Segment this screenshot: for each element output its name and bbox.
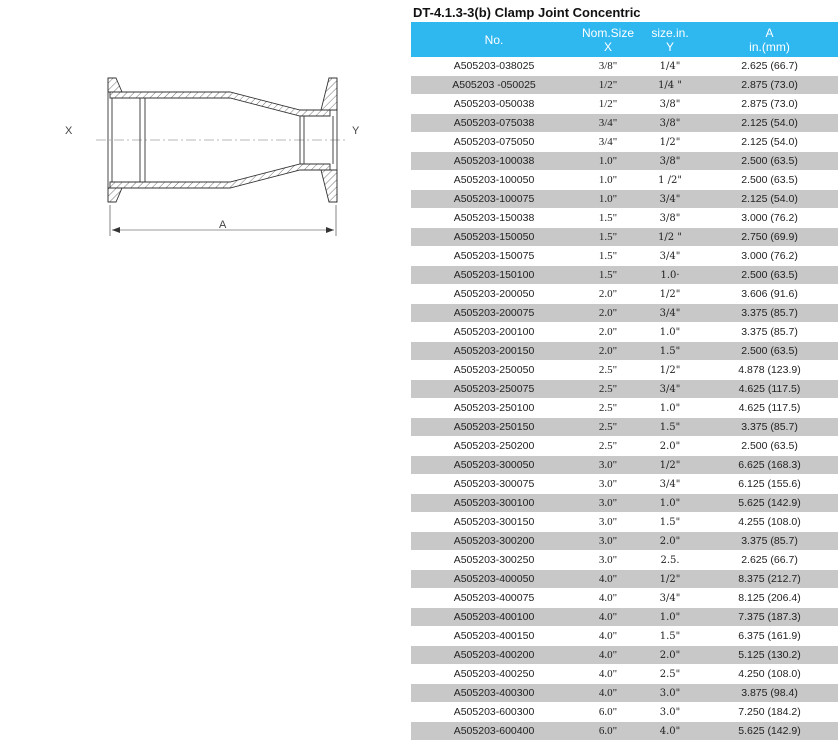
table-row [411,171,838,190]
table-row [411,57,838,76]
cell-dimension-a: 6.625 (168.3) [701,456,838,475]
cell-dimension-a: 2.500 (63.5) [701,171,838,190]
cell-nom-size: 4.0" [577,608,639,627]
cell-part-number: A505203-400200 [411,646,577,665]
table-row [411,304,838,323]
cell-dimension-a: 3.000 (76.2) [701,247,838,266]
cell-size-in: 3/4" [639,304,701,323]
table-row [411,627,838,646]
spec-table [411,22,838,741]
table-row [411,361,838,380]
cell-part-number: A505203-075038 [411,114,577,133]
cell-nom-size: 1.5" [577,266,639,285]
cell-dimension-a: 2.625 (66.7) [701,551,838,570]
cell-size-in: 1.5" [639,513,701,532]
cell-size-in: 1/2" [639,361,701,380]
cell-nom-size: 1/2" [577,76,639,95]
table-row [411,532,838,551]
cell-nom-size: 1.0" [577,171,639,190]
cell-nom-size: 3.0" [577,551,639,570]
cell-size-in: 1.0" [639,608,701,627]
table-row [411,589,838,608]
cell-nom-size: 3.0" [577,532,639,551]
table-row [411,608,838,627]
cell-size-in: 3/8" [639,95,701,114]
cell-size-in: 3/4" [639,247,701,266]
table-row [411,152,838,171]
cell-nom-size: 2.5" [577,399,639,418]
cell-size-in: 2.0" [639,646,701,665]
cell-dimension-a: 2.500 (63.5) [701,152,838,171]
cell-dimension-a: 3.375 (85.7) [701,418,838,437]
table-row [411,380,838,399]
cell-dimension-a: 2.125 (54.0) [701,190,838,209]
cell-part-number: A505203-250050 [411,361,577,380]
cell-nom-size: 2.0" [577,323,639,342]
cell-nom-size: 2.5" [577,380,639,399]
cell-part-number: A505203-050038 [411,95,577,114]
cell-dimension-a: 5.625 (142.9) [701,494,838,513]
table-row [411,95,838,114]
cell-part-number: A505203-300200 [411,532,577,551]
cell-part-number: A505203-300100 [411,494,577,513]
cell-nom-size: 4.0" [577,684,639,703]
cell-nom-size: 3/4" [577,133,639,152]
cell-size-in: 1.0" [639,323,701,342]
label-x: X [65,125,73,137]
cell-nom-size: 3.0" [577,456,639,475]
cell-part-number: A505203-400250 [411,665,577,684]
table-row [411,703,838,722]
cell-dimension-a: 2.750 (69.9) [701,228,838,247]
cell-nom-size: 1.0" [577,190,639,209]
table-row [411,646,838,665]
cell-part-number: A505203-600400 [411,722,577,741]
cell-dimension-a: 7.375 (187.3) [701,608,838,627]
cell-part-number: A505203-200050 [411,285,577,304]
header-size-in: size.in. Y [639,22,701,57]
cell-size-in: 3/8" [639,114,701,133]
cell-dimension-a: 6.375 (161.9) [701,627,838,646]
cell-part-number: A505203-400050 [411,570,577,589]
cell-part-number: A505203-300075 [411,475,577,494]
table-row [411,665,838,684]
table-row [411,247,838,266]
cell-dimension-a: 2.500 (63.5) [701,342,838,361]
table-row [411,76,838,95]
cell-nom-size: 4.0" [577,570,639,589]
cell-nom-size: 1.0" [577,152,639,171]
cell-size-in: 1/2" [639,133,701,152]
cell-part-number: A505203-250100 [411,399,577,418]
cell-part-number: A505203-100038 [411,152,577,171]
table-row [411,399,838,418]
table-row [411,285,838,304]
cell-size-in: 2.5. [639,551,701,570]
cell-part-number: A505203-038025 [411,57,577,76]
cell-nom-size: 2.0" [577,285,639,304]
cell-part-number: A505203 -050025 [411,76,577,95]
cell-size-in: 2.0" [639,532,701,551]
table-row [411,551,838,570]
label-y: Y [352,125,360,137]
table-row [411,133,838,152]
cell-part-number: A505203-400100 [411,608,577,627]
cell-dimension-a: 2.500 (63.5) [701,437,838,456]
cell-part-number: A505203-150100 [411,266,577,285]
cell-size-in: 1/2" [639,285,701,304]
cell-size-in: 3/4" [639,190,701,209]
cell-size-in: 1.5" [639,342,701,361]
page-title: DT-4.1.3-3(b) Clamp Joint Concentric [413,5,641,20]
cell-dimension-a: 7.250 (184.2) [701,703,838,722]
cell-dimension-a: 8.125 (206.4) [701,589,838,608]
cell-part-number: A505203-250200 [411,437,577,456]
table-row [411,722,838,741]
cell-dimension-a: 2.125 (54.0) [701,133,838,152]
table-row [411,684,838,703]
cell-part-number: A505203-250150 [411,418,577,437]
cell-nom-size: 3.0" [577,494,639,513]
cell-nom-size: 2.0" [577,342,639,361]
cell-size-in: 1.5" [639,418,701,437]
cell-dimension-a: 5.625 (142.9) [701,722,838,741]
cell-dimension-a: 2.125 (54.0) [701,114,838,133]
cell-nom-size: 2.0" [577,304,639,323]
cell-nom-size: 3/8" [577,57,639,76]
cell-size-in: 3/8" [639,152,701,171]
cell-size-in: 1 /2" [639,171,701,190]
cell-size-in: 2.0" [639,437,701,456]
cell-size-in: 1.5" [639,627,701,646]
cell-nom-size: 1/2" [577,95,639,114]
cell-nom-size: 6.0" [577,722,639,741]
cell-dimension-a: 2.875 (73.0) [701,95,838,114]
cell-part-number: A505203-100050 [411,171,577,190]
cell-part-number: A505203-200075 [411,304,577,323]
cell-part-number: A505203-100075 [411,190,577,209]
header-nom-size: Nom.Size X [577,22,639,57]
cell-dimension-a: 3.375 (85.7) [701,304,838,323]
cell-nom-size: 6.0" [577,703,639,722]
table-row [411,494,838,513]
cell-size-in: 1/4 " [639,76,701,95]
cell-part-number: A505203-300250 [411,551,577,570]
cell-dimension-a: 8.375 (212.7) [701,570,838,589]
table-row [411,323,838,342]
cell-part-number: A505203-400150 [411,627,577,646]
cell-nom-size: 2.5" [577,361,639,380]
cell-nom-size: 3.0" [577,513,639,532]
cell-dimension-a: 4.255 (108.0) [701,513,838,532]
table-row [411,190,838,209]
header-a: A in.(mm) [701,22,838,57]
cell-size-in: 3/4" [639,475,701,494]
cell-part-number: A505203-150075 [411,247,577,266]
table-row [411,570,838,589]
cell-nom-size: 3.0" [577,475,639,494]
header-no: No. [411,22,577,57]
label-a: A [219,219,227,231]
cell-size-in: 3.0" [639,684,701,703]
cell-dimension-a: 5.125 (130.2) [701,646,838,665]
cell-nom-size: 3/4" [577,114,639,133]
cell-part-number: A505203-600300 [411,703,577,722]
cell-dimension-a: 6.125 (155.6) [701,475,838,494]
cell-part-number: A505203-300050 [411,456,577,475]
cell-dimension-a: 4.250 (108.0) [701,665,838,684]
cell-nom-size: 1.5" [577,209,639,228]
cell-part-number: A505203-200150 [411,342,577,361]
cell-size-in: 2.5" [639,665,701,684]
cell-size-in: 1.0· [639,266,701,285]
cell-nom-size: 2.5" [577,418,639,437]
cell-size-in: 3/4" [639,589,701,608]
cell-dimension-a: 3.606 (91.6) [701,285,838,304]
table-row [411,437,838,456]
cell-size-in: 3/4" [639,380,701,399]
cell-nom-size: 4.0" [577,646,639,665]
cell-size-in: 3/8" [639,209,701,228]
cell-part-number: A505203-250075 [411,380,577,399]
cell-dimension-a: 4.625 (117.5) [701,380,838,399]
cell-dimension-a: 2.875 (73.0) [701,76,838,95]
cell-part-number: A505203-300150 [411,513,577,532]
cell-size-in: 1/2 " [639,228,701,247]
table-row [411,209,838,228]
cell-nom-size: 1.5" [577,228,639,247]
cell-size-in: 1.0" [639,399,701,418]
cell-dimension-a: 3.375 (85.7) [701,323,838,342]
table-row [411,475,838,494]
cell-part-number: A505203-075050 [411,133,577,152]
cell-size-in: 4.0" [639,722,701,741]
cell-part-number: A505203-150050 [411,228,577,247]
cell-dimension-a: 4.878 (123.9) [701,361,838,380]
table-header-row [411,22,838,57]
cell-size-in: 1/2" [639,456,701,475]
cell-size-in: 3.0" [639,703,701,722]
table-row [411,342,838,361]
table-row [411,114,838,133]
table-row [411,418,838,437]
cell-size-in: 1.0" [639,494,701,513]
table-row [411,266,838,285]
cell-dimension-a: 2.625 (66.7) [701,57,838,76]
cell-part-number: A505203-400075 [411,589,577,608]
cell-part-number: A505203-150038 [411,209,577,228]
table-row [411,456,838,475]
cell-nom-size: 4.0" [577,589,639,608]
cell-size-in: 1/4" [639,57,701,76]
cell-nom-size: 4.0" [577,627,639,646]
cell-size-in: 1/2" [639,570,701,589]
cell-dimension-a: 3.875 (98.4) [701,684,838,703]
cell-dimension-a: 3.000 (76.2) [701,209,838,228]
cell-dimension-a: 4.625 (117.5) [701,399,838,418]
cell-dimension-a: 3.375 (85.7) [701,532,838,551]
cell-nom-size: 4.0" [577,665,639,684]
cell-nom-size: 1.5" [577,247,639,266]
cell-part-number: A505203-200100 [411,323,577,342]
reducer-technical-drawing [0,0,400,300]
cell-dimension-a: 2.500 (63.5) [701,266,838,285]
table-row [411,228,838,247]
cell-nom-size: 2.5" [577,437,639,456]
cell-part-number: A505203-400300 [411,684,577,703]
table-row [411,513,838,532]
